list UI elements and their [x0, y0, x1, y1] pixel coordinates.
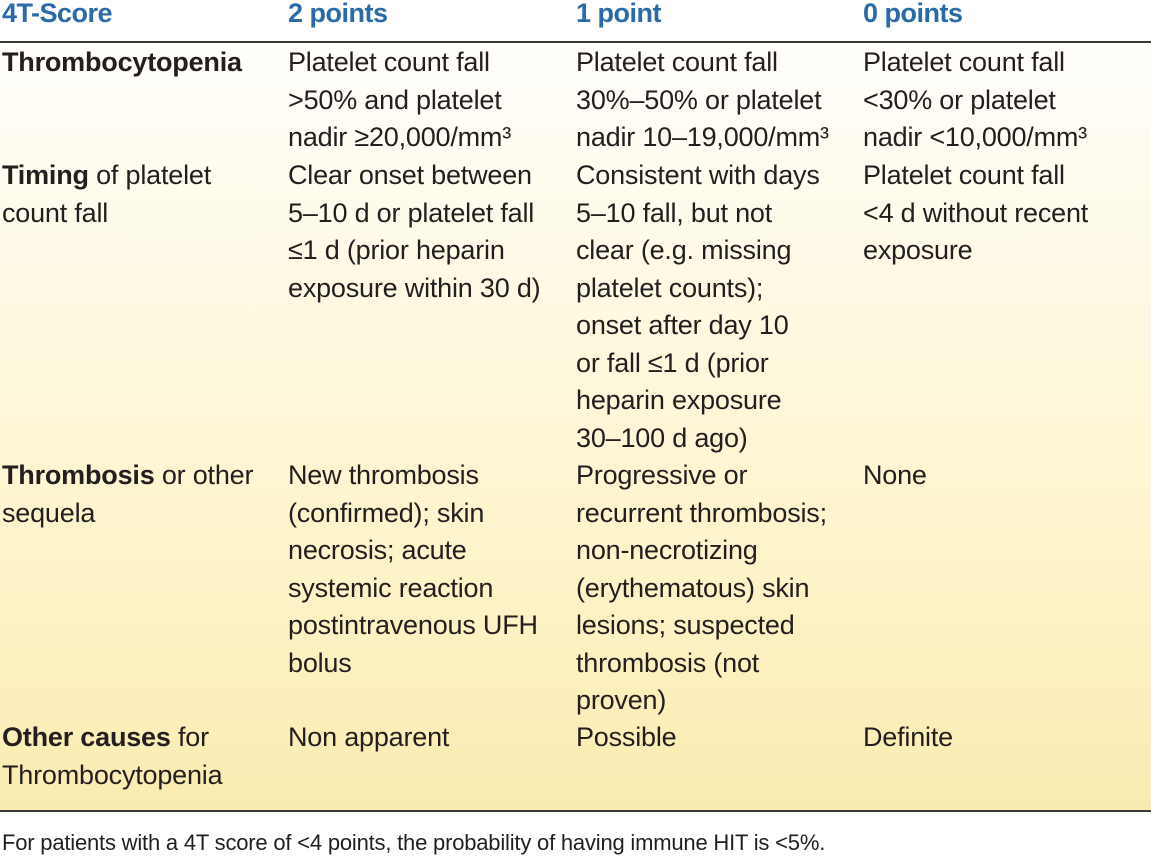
criterion-thrombocytopenia: [2, 44, 282, 82]
criterion-text: for Thrombocytopenia: [2, 722, 223, 790]
table-cell: Progressive or recurrent thrombosis; non-necrotizing (erythematous) skin lesions; suspected thrombosis (not proven): [576, 460, 827, 715]
criterion-timing: [2, 157, 282, 232]
table-cell: Non apparent: [288, 722, 450, 752]
header-1-point: 1 point: [576, 0, 661, 28]
header-0-points: 0 points: [863, 0, 963, 28]
table-cell: Platelet count fall >50% and platelet nadir ≥20,000/mm³: [288, 47, 512, 152]
table-cell: Platelet count fall 30%–50% or platelet nadir 10–19,000/mm³: [576, 47, 829, 152]
header-2-points: 2 points: [288, 0, 388, 28]
table-footnote: For patients with a 4T score of <4 points, the probability of having immune HIT is <5%.: [2, 830, 826, 855]
table-cell: Definite: [863, 722, 953, 752]
table-cell: None: [863, 460, 927, 490]
criterion-bold: Thrombosis: [2, 460, 155, 490]
table-cell: Clear onset between 5–10 d or platelet fall ≤1 d (prior heparin exposure within 30 d): [288, 160, 541, 303]
table-header: [0, 0, 1151, 42]
criterion-bold: Timing: [2, 160, 89, 190]
table-cell: New thrombosis (confirmed); skin necrosis; acute systemic reaction postintravenous UFH bolus: [288, 460, 538, 678]
table-cell: Consistent with days 5–10 fall, but not clear (e.g. missing platelet counts); onset after day 10 or fall ≤1 d (prior heparin exposure 30–100 d ago): [576, 160, 820, 453]
criterion-other-causes: [2, 719, 282, 794]
table-cell: Platelet count fall <4 d without recent exposure: [863, 160, 1089, 265]
table-bottom-rule: [0, 810, 1151, 812]
criterion-thrombosis: [2, 457, 282, 532]
criterion-text: or other sequela: [2, 460, 254, 528]
criterion-text: of platelet count fall: [2, 160, 211, 228]
header-score: 4T-Score: [2, 0, 113, 28]
table-cell: Possible: [576, 722, 677, 752]
criterion-bold: Thrombocytopenia: [2, 47, 242, 77]
table-cell: Platelet count fall <30% or platelet nadir <10,000/mm³: [863, 47, 1087, 152]
criterion-bold: Other causes: [2, 722, 171, 752]
